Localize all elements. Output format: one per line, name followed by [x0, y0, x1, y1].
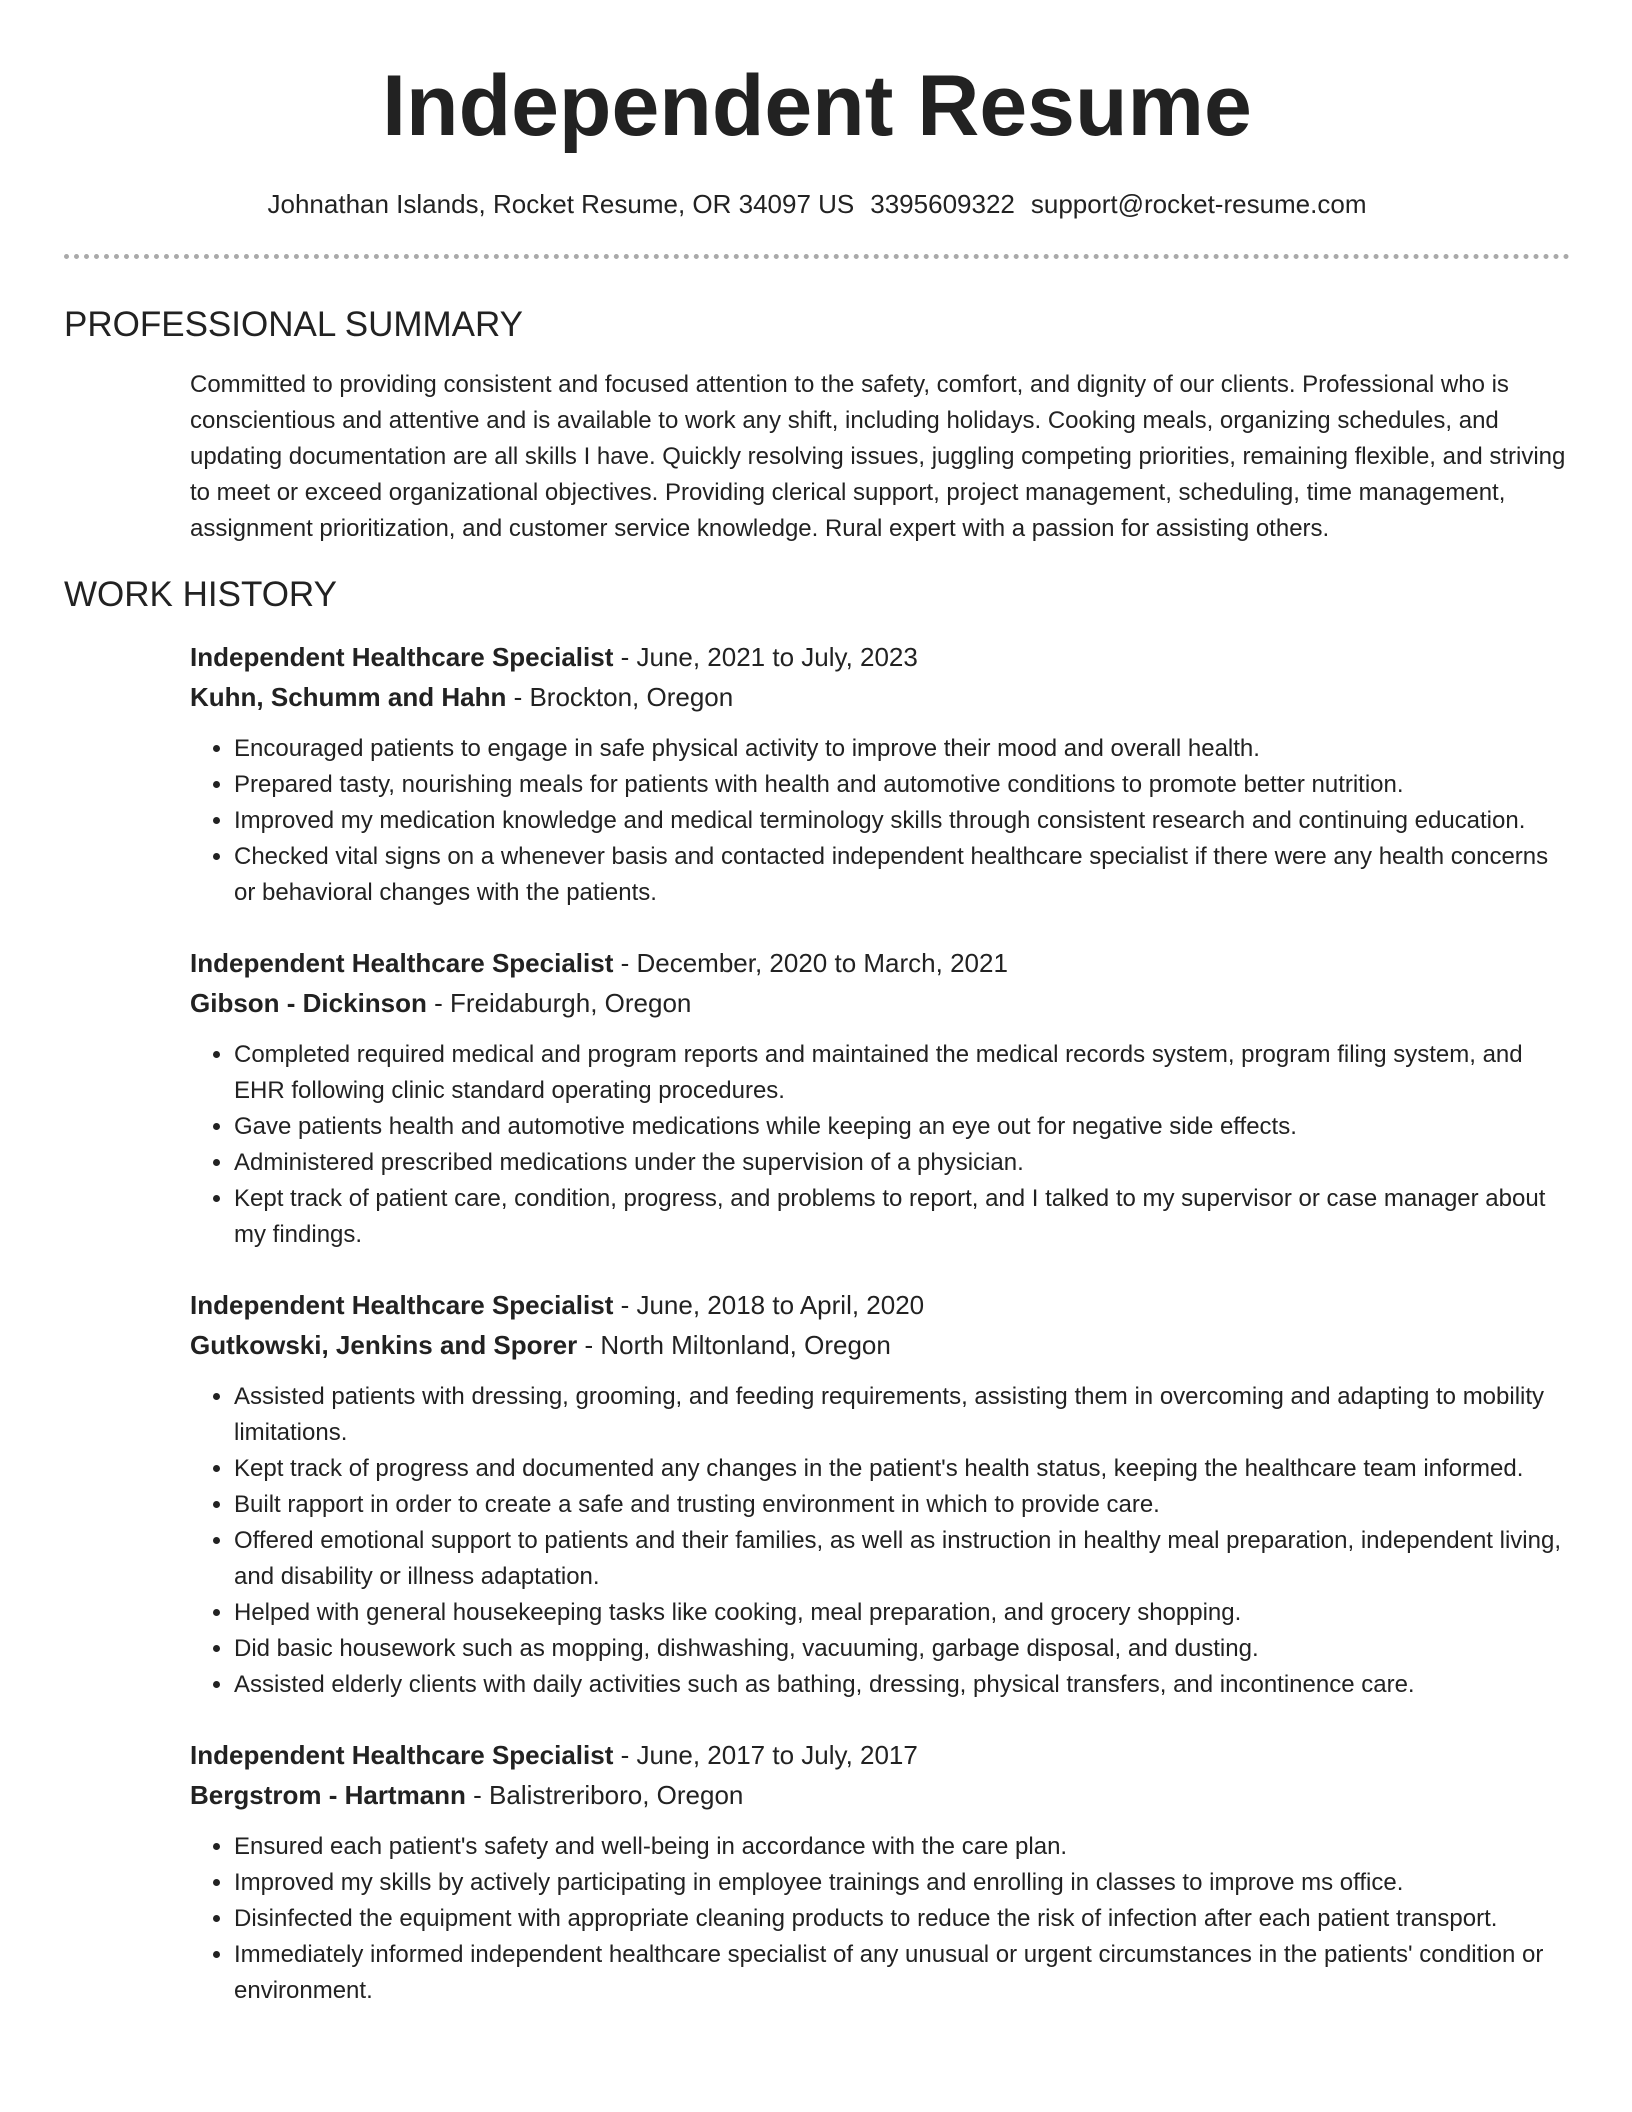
job-bullet: • Immediately informed independent healthcare specialist of any unusual or urgent circumstances in the patients' condition or environment. [234, 1937, 1570, 2009]
job-bullet: • Encouraged patients to engage in safe physical activity to improve their mood and overall health. [234, 731, 1570, 767]
contact-phone: 3395609322 [870, 189, 1015, 219]
work-history-list [190, 637, 1570, 2009]
job-bullets [190, 1829, 1570, 2009]
job-dates: - December, 2020 to March, 2021 [613, 948, 1008, 978]
job-bullet: • Built rapport in order to create a safe and trusting environment in which to provide care. [234, 1487, 1570, 1523]
job-entry [190, 1285, 1570, 1703]
job-location: - Brockton, Oregon [506, 682, 734, 712]
job-title-line [190, 1735, 1570, 1775]
job-bullet: • Administered prescribed medications under the supervision of a physician. [234, 1145, 1570, 1181]
job-title-line [190, 637, 1570, 677]
job-bullet: • Completed required medical and program reports and maintained the medical records system, program filing system, and EHR following clinic standard operating procedures. [234, 1037, 1570, 1109]
job-title-line [190, 943, 1570, 983]
job-bullet: • Assisted elderly clients with daily activities such as bathing, dressing, physical transfers, and incontinence care. [234, 1667, 1570, 1703]
resume-page [64, 0, 1570, 2009]
job-bullet: • Kept track of progress and documented any changes in the patient's health status, keeping the healthcare team informed. [234, 1451, 1570, 1487]
job-bullets [190, 731, 1570, 911]
job-dates: - June, 2018 to April, 2020 [613, 1290, 925, 1320]
work-history-heading: WORK HISTORY [64, 575, 337, 614]
contact-line [64, 186, 1570, 222]
job-bullet: • Disinfected the equipment with appropriate cleaning products to reduce the risk of infection after each patient transport. [234, 1901, 1570, 1937]
job-bullet: • Checked vital signs on a whenever basis and contacted independent healthcare specialist if there were any health concerns or behavioral changes with the patients. [234, 839, 1570, 911]
contact-address: Johnathan Islands, Rocket Resume, OR 34097 US [267, 189, 855, 219]
job-company: Gibson - Dickinson [190, 988, 427, 1018]
job-bullet: • Offered emotional support to patients and their families, as well as instruction in healthy meal preparation, independent living, and disability or illness adaptation. [234, 1523, 1570, 1595]
job-bullet: • Prepared tasty, nourishing meals for patients with health and automotive conditions to promote better nutrition. [234, 767, 1570, 803]
job-company-line [190, 1775, 1570, 1815]
job-bullet: • Helped with general housekeeping tasks like cooking, meal preparation, and grocery shopping. [234, 1595, 1570, 1631]
job-bullet: • Kept track of patient care, condition, progress, and problems to report, and I talked to my supervisor or case manager about my findings. [234, 1181, 1570, 1253]
job-location: - Freidaburgh, Oregon [426, 988, 692, 1018]
job-location: - North Miltonland, Oregon [577, 1330, 891, 1360]
job-bullet: • Improved my medication knowledge and medical terminology skills through consistent research and continuing education. [234, 803, 1570, 839]
job-entry [190, 1735, 1570, 2009]
job-title: Independent Healthcare Specialist [190, 948, 614, 978]
summary-heading: PROFESSIONAL SUMMARY [64, 305, 523, 344]
job-dates: - June, 2021 to July, 2023 [613, 642, 918, 672]
job-company-line [190, 677, 1570, 717]
job-location: - Balistreriboro, Oregon [465, 1780, 744, 1810]
job-company: Bergstrom - Hartmann [190, 1780, 466, 1810]
job-bullet: • Assisted patients with dressing, grooming, and feeding requirements, assisting them in overcoming and adapting to mobility limitations. [234, 1379, 1570, 1451]
job-title: Independent Healthcare Specialist [190, 1740, 614, 1770]
job-company: Kuhn, Schumm and Hahn [190, 682, 507, 712]
job-bullet: • Improved my skills by actively participating in employee trainings and enrolling in classes to improve ms office. [234, 1865, 1570, 1901]
job-company-line [190, 1325, 1570, 1365]
resume-title: Independent Resume [382, 58, 1252, 154]
job-title: Independent Healthcare Specialist [190, 642, 614, 672]
contact-email: support@rocket-resume.com [1030, 189, 1367, 219]
job-entry [190, 637, 1570, 911]
job-bullet: • Did basic housework such as mopping, dishwashing, vacuuming, garbage disposal, and dusting. [234, 1631, 1570, 1667]
job-bullet: • Gave patients health and automotive medications while keeping an eye out for negative side effects. [234, 1109, 1570, 1145]
job-entry [190, 943, 1570, 1253]
job-bullets [190, 1379, 1570, 1703]
job-bullet: • Ensured each patient's safety and well-being in accordance with the care plan. [234, 1829, 1570, 1865]
summary-text: Committed to providing consistent and focused attention to the safety, comfort, and dignity of our clients. Professional who is conscientious and attentive and is available to work any shift, including holidays. Cooking meals, organizing schedules, and updating documentation are all skills I have. Quickly resolving issues, juggling competing priorities, remaining flexible, and striving to meet or exceed organizational objectives. Providing clerical support, project management, scheduling, time management, assignment prioritization, and customer service knowledge. Rural expert with a passion for assisting others. [190, 371, 1566, 542]
job-title: Independent Healthcare Specialist [190, 1290, 614, 1320]
job-bullets [190, 1037, 1570, 1253]
job-title-line [190, 1285, 1570, 1325]
job-company: Gutkowski, Jenkins and Sporer [190, 1330, 578, 1360]
header-divider [64, 254, 1570, 259]
job-dates: - June, 2017 to July, 2017 [613, 1740, 918, 1770]
job-company-line [190, 983, 1570, 1023]
